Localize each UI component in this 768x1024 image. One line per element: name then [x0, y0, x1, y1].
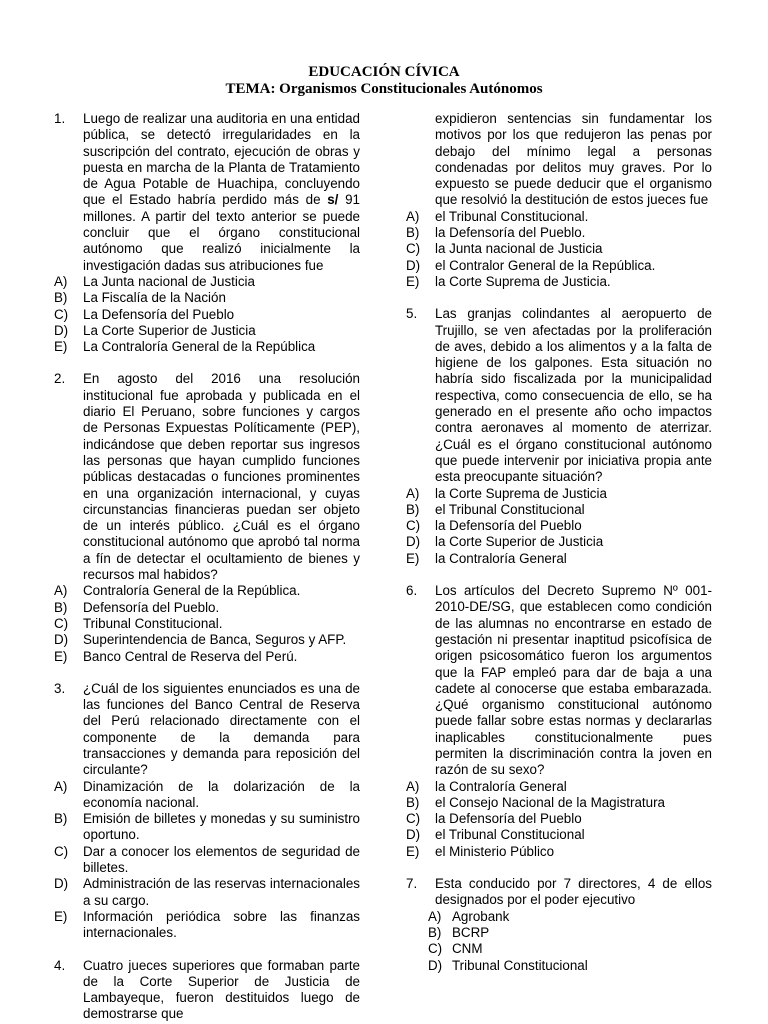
question-text: expidieron sentencias sin fundamentar los motivos por los que redujeron las penas por debajo del mínimo legal a personas condenadas por delitos muy graves. Por lo expuesto se puede deducir que el organismo que resolvió la destitución de estos jueces fue [435, 111, 712, 208]
option [54, 583, 360, 599]
question-text: Cuatro jueces superiores que formaban parte de la Corte Superior de Justicia de Lambayeque, fueron destituidos luego de demostrarse que [83, 957, 360, 1022]
option [406, 941, 712, 957]
question-6 [406, 583, 712, 779]
question-number: 3. [54, 680, 66, 696]
option-text: el Tribunal Constitucional [435, 827, 585, 843]
page-header [0, 64, 768, 98]
option-text: el Ministerio Público [435, 843, 555, 859]
option [54, 290, 360, 306]
option [406, 795, 712, 811]
option-text: la Contraloría General [435, 778, 567, 794]
option-text: La Fiscalía de la Nación [83, 290, 226, 306]
option-text: CNM [452, 941, 483, 957]
option-text: la Corte Suprema de Justicia [435, 485, 607, 501]
option [406, 241, 712, 257]
option-label: A) [428, 908, 442, 924]
option [54, 632, 360, 648]
option-text: la Junta nacional de Justicia [435, 241, 603, 257]
option [406, 486, 712, 502]
question-text: Esta conducido por 7 directores, 4 de ellos designados por el poder ejecutivo [435, 876, 712, 908]
option-label: C) [406, 811, 421, 827]
option-label: B) [406, 225, 420, 241]
option-text: Administración de las reservas internacionales a su cargo. [83, 876, 360, 908]
options-q7 [406, 909, 712, 974]
option [406, 958, 712, 974]
option-label: B) [428, 924, 442, 940]
page-subtitle: TEMA: Organismos Constitucionales Autónomos [225, 81, 543, 97]
option-text: el Tribunal Constitucional [435, 501, 585, 517]
question-text: En agosto del 2016 una resolución institucional fue aprobada y publicada en el diario El Peruano, sobre funciones y cargos de Personas Expuestas Políticamente (PEP), indicándose que deben reportar sus ingresos las personas que hayan cumplido funciones públicas destacadas o funciones prominentes en una organización internacional, y cuyas circunstancias financieras puedan ser objeto de un interés público. ¿Cuál es el órgano constitucional autónomo que aprobó tal norma a fín de detectar el ocultamiento de bienes y recursos mal habidos? [83, 371, 360, 583]
option-text: el Contralor General de la República. [435, 257, 656, 273]
options-q4 [406, 209, 712, 290]
option [406, 909, 712, 925]
option-text: Superintendencia de Banca, Seguros y AFP. [83, 632, 347, 648]
option [54, 779, 360, 812]
option-text: la Corte Superior de Justicia [435, 534, 604, 550]
option-text: Emisión de billetes y monedas y su suministro oportuno. [83, 811, 360, 843]
option [406, 779, 712, 795]
question-text: Las granjas colindantes al aeropuerto de Trujillo, se ven afectadas por la proliferación de aves, debido a los alimentos y a la falta de higiene de los galpones. Esta situación no habría sido fiscalizada por la municipalidad respectiva, como consecuencia de ello, se ha generado en el presente año ocho impactos contra aeronaves al momento de aterrizar. ¿Cuál es el órgano constitucional autónomo que puede intervenir por iniciativa propia ante esta preocupante situación? [435, 306, 712, 485]
option-label: B) [54, 290, 68, 306]
option [406, 518, 712, 534]
option-text: la Defensoría del Pueblo. [435, 225, 586, 241]
option-label: A) [406, 485, 420, 501]
option-label: C) [406, 241, 421, 257]
option [54, 274, 360, 290]
option-label: D) [406, 827, 421, 843]
option [54, 339, 360, 355]
option-label: C) [54, 615, 69, 631]
option-text: la Defensoría del Pueblo [435, 811, 582, 827]
option-label: E) [406, 550, 420, 566]
option-text: Defensoría del Pueblo. [83, 599, 220, 615]
option-label: B) [54, 599, 68, 615]
question-text: Los artículos del Decreto Supremo Nº 001-2010-DE/SG, que establecen como condición de las alumnas no encontrarse en estado de gestación ni presentar inaptitud psicofísica de origen psicosomático fueron los argumentos que la FAP empleó para dar de baja a una cadete al conocerse que estaba embarazada. ¿Qué organismo constitucional autónomo puede fallar sobre estas normas y declararlas inaplicables constitucionalmente pues permiten la discriminación contra la joven en razón de su sexo? [435, 583, 712, 778]
question-1 [54, 111, 360, 274]
option-label: A) [54, 583, 68, 599]
option [54, 844, 360, 877]
options-q2 [54, 583, 360, 664]
option-label: E) [406, 273, 420, 289]
option [54, 600, 360, 616]
option-label: A) [406, 778, 420, 794]
option-text: Información periódica sobre las finanzas internacionales. [83, 908, 360, 941]
option-label: A) [406, 208, 420, 224]
option-label: E) [54, 648, 68, 664]
option-text: Agrobank [452, 908, 510, 924]
option-text: La Junta nacional de Justicia [83, 273, 255, 289]
option [406, 551, 712, 567]
page-title: EDUCACIÓN CÍVICA [308, 64, 460, 80]
option-label: B) [406, 794, 420, 810]
options-q1 [54, 274, 360, 355]
question-number: 2. [54, 371, 66, 387]
option [54, 323, 360, 339]
option [406, 925, 712, 941]
option-text: La Contraloría General de la República [83, 339, 316, 355]
option [54, 307, 360, 323]
option [54, 616, 360, 632]
option-text: Dar a conocer los elementos de seguridad de billetes. [83, 843, 360, 876]
option [54, 811, 360, 844]
option [406, 844, 712, 860]
option-label: D) [406, 257, 421, 273]
question-number: 6. [406, 583, 418, 599]
option-text: Contraloría General de la República. [83, 583, 301, 599]
question-number: 5. [406, 306, 418, 322]
option-label: C) [54, 843, 69, 859]
option [406, 502, 712, 518]
option-text: el Tribunal Constitucional. [435, 208, 589, 224]
option-text: el Consejo Nacional de la Magistratura [435, 794, 665, 810]
option-label: A) [54, 273, 68, 289]
question-text-part: 91 millones. A partir del texto anterior se puede concluir que el órgano constitucional autónomo que realizó inicialmente la investigación dadas sus atribuciones fue [83, 192, 360, 273]
question-text-part: Luego de realizar una auditoria en una entidad pública, se detectó irregularidades en la suscripción del contrato, ejecución de obras y puesta en marcha de la Planta de Tratamiento de Agua Potable de Huachipa, concluyendo que el Estado habría perdido más de [83, 111, 360, 208]
option-text: Banco Central de Reserva del Perú. [83, 648, 298, 664]
option-label: E) [54, 908, 68, 924]
option-label: B) [54, 811, 68, 827]
option [54, 649, 360, 665]
option-label: A) [54, 778, 68, 794]
option [406, 534, 712, 550]
option [406, 258, 712, 274]
option [406, 827, 712, 843]
question-5 [406, 306, 712, 485]
question-text-bold: s/ [327, 192, 339, 208]
option-label: D) [54, 632, 69, 648]
option-text: Dinamización de la dolarización de la economía nacional. [83, 778, 360, 810]
option-text: la Defensoría del Pueblo [435, 518, 582, 534]
options-q5 [406, 486, 712, 567]
option-label: B) [406, 501, 420, 517]
option [406, 225, 712, 241]
option-text: Tribunal Constitucional. [83, 615, 223, 631]
question-3 [54, 681, 360, 779]
options-q6 [406, 779, 712, 860]
question-number: 4. [54, 957, 66, 973]
right-column [406, 111, 712, 974]
question-7 [406, 876, 712, 909]
option-label: D) [428, 957, 443, 973]
option-label: D) [406, 534, 421, 550]
option-label: C) [406, 518, 421, 534]
option [406, 811, 712, 827]
question-number: 7. [406, 876, 418, 892]
option-label: D) [54, 876, 69, 892]
option-label: E) [54, 339, 68, 355]
option-text: La Corte Superior de Justicia [83, 322, 256, 338]
option-text: la Corte Suprema de Justicia. [435, 273, 611, 289]
option [54, 909, 360, 942]
option [54, 876, 360, 909]
option [406, 274, 712, 290]
options-q3 [54, 779, 360, 942]
question-text [83, 111, 360, 274]
option-label: D) [54, 322, 69, 338]
question-4 [54, 958, 360, 1023]
question-4-continued [406, 111, 712, 209]
question-number: 1. [54, 111, 66, 126]
left-column [54, 111, 360, 1023]
option-label: E) [406, 843, 420, 859]
option-label: C) [428, 941, 443, 957]
option-text: La Defensoría del Pueblo [83, 306, 235, 322]
option [406, 209, 712, 225]
question-2 [54, 371, 360, 583]
question-text: ¿Cuál de los siguientes enunciados es una de las funciones del Banco Central de Reserva del Perú relacionado directamente con el componente de la demanda para transacciones y demanda para reposición del circulante? [83, 680, 360, 778]
option-text: Tribunal Constitucional [452, 957, 588, 973]
option-label: C) [54, 306, 69, 322]
option-text: la Contraloría General [435, 550, 567, 566]
option-text: BCRP [452, 924, 490, 940]
